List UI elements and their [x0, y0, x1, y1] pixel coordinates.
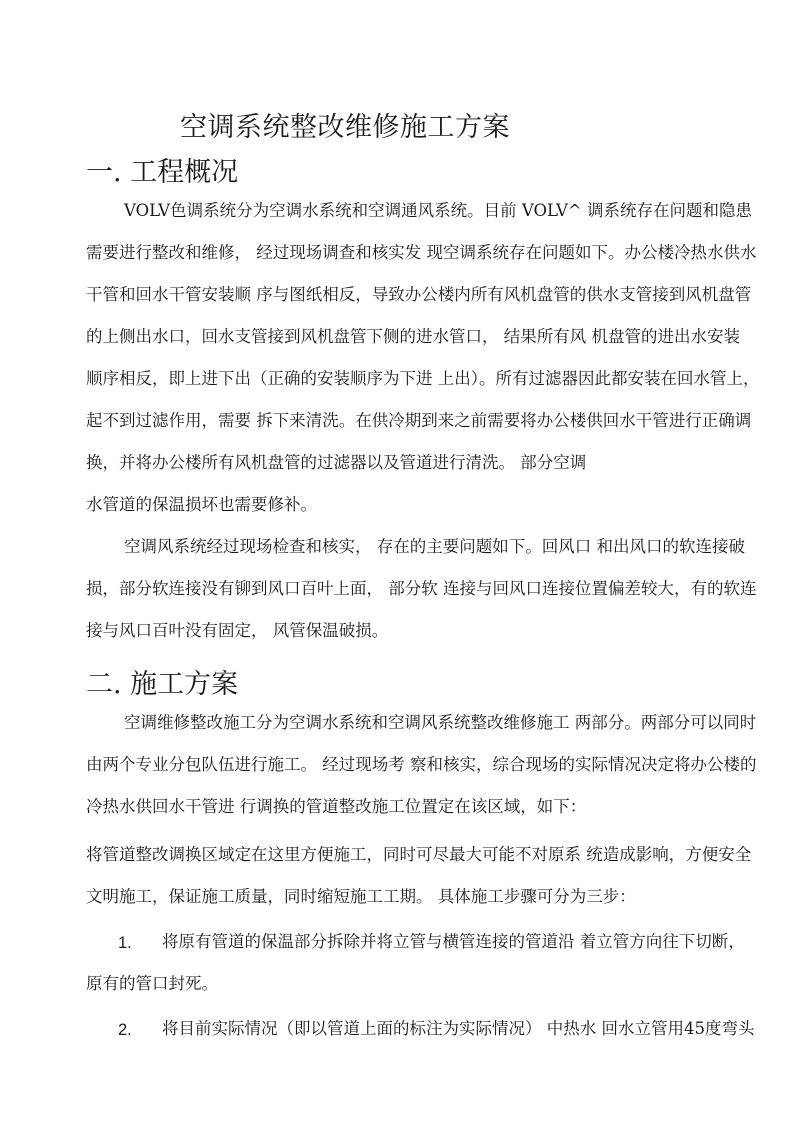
paragraph-line: 干管和回水干管安装顺 序与图纸相反，导致办公楼内所有风机盘管的供水支管接到风机盘管 [86, 285, 752, 304]
paragraph-line: 损，部分软连接没有铆到风口百叶上面， 部分软 连接与回风口连接位置偏差较大，有的软连 [86, 579, 757, 598]
paragraph-line: 文明施工，保证施工质量，同时缩短施工工期。 具体施工步骤可分为三步： [86, 887, 636, 906]
step-line: 原有的管口封死。 [86, 974, 218, 993]
paragraph-line: 顺序相反，即上进下出（正确的安装顺序为下进 上出）。所有过滤器因此都安装在回水管上， [86, 369, 760, 388]
paragraph-line: 的上侧出水口，回水支管接到风机盘管下侧的进水管口， 结果所有风 机盘管的进出水安装 [86, 327, 740, 346]
paragraph-line: 空调维修整改施工分为空调水系统和空调风系统整改维修施工 两部分。两部分可以同时 [124, 713, 757, 732]
section-heading-overview: 一. 工程概况 [86, 157, 239, 188]
paragraph-line: 空调风系统经过现场检查和核实， 存在的主要问题如下。回风口 和出风口的软连接破 [124, 537, 745, 556]
paragraph-line: 换，并将办公楼所有风机盘管的过滤器以及管道进行清洗。 部分空调 [86, 453, 587, 472]
step-number: 1. [118, 934, 132, 952]
paragraph-line: 冷热水供回水干管进 行调换的管道整改施工位置定在该区域，如下： [86, 797, 587, 816]
paragraph-line: 起不到过滤作用，需要 拆下来清洗。在供冷期到来之前需要将办公楼供回水干管进行正确调 [86, 411, 752, 430]
paragraph-line: 水管道的保温损坏也需要修补。 [86, 495, 317, 514]
section-heading-plan: 二. 施工方案 [86, 669, 239, 700]
step-number: 2. [118, 1021, 132, 1039]
paragraph-line: 需要进行整改和维修， 经过现场调查和核实发 现空调系统存在问题如下。办公楼冷热水供水 [86, 243, 757, 262]
document-title: 空调系统整改维修施工方案 [180, 112, 510, 143]
step-line: 将原有管道的保温部分拆除并将立管与横管连接的管道沿 着立管方向往下切断， [162, 932, 745, 951]
paragraph-line: VOLV色调系统分为空调水系统和空调通风系统。目前 VOLV^ 调系统存在问题和隐患 [124, 201, 752, 220]
paragraph-line: 由两个专业分包队伍进行施工。 经过现场考 察和核实，综合现场的实际情况决定将办公楼的 [86, 755, 757, 774]
step-line: 将目前实际情况（即以管道上面的标注为实际情况） 中热水 回水立管用45度弯头 [162, 1019, 755, 1038]
paragraph-line: 将管道整改调换区域定在这里方便施工，同时可尽最大可能不对原系 统造成影响，方便安全 [86, 845, 752, 864]
paragraph-line: 接与风口百叶没有固定， 风管保温破损。 [86, 621, 389, 640]
